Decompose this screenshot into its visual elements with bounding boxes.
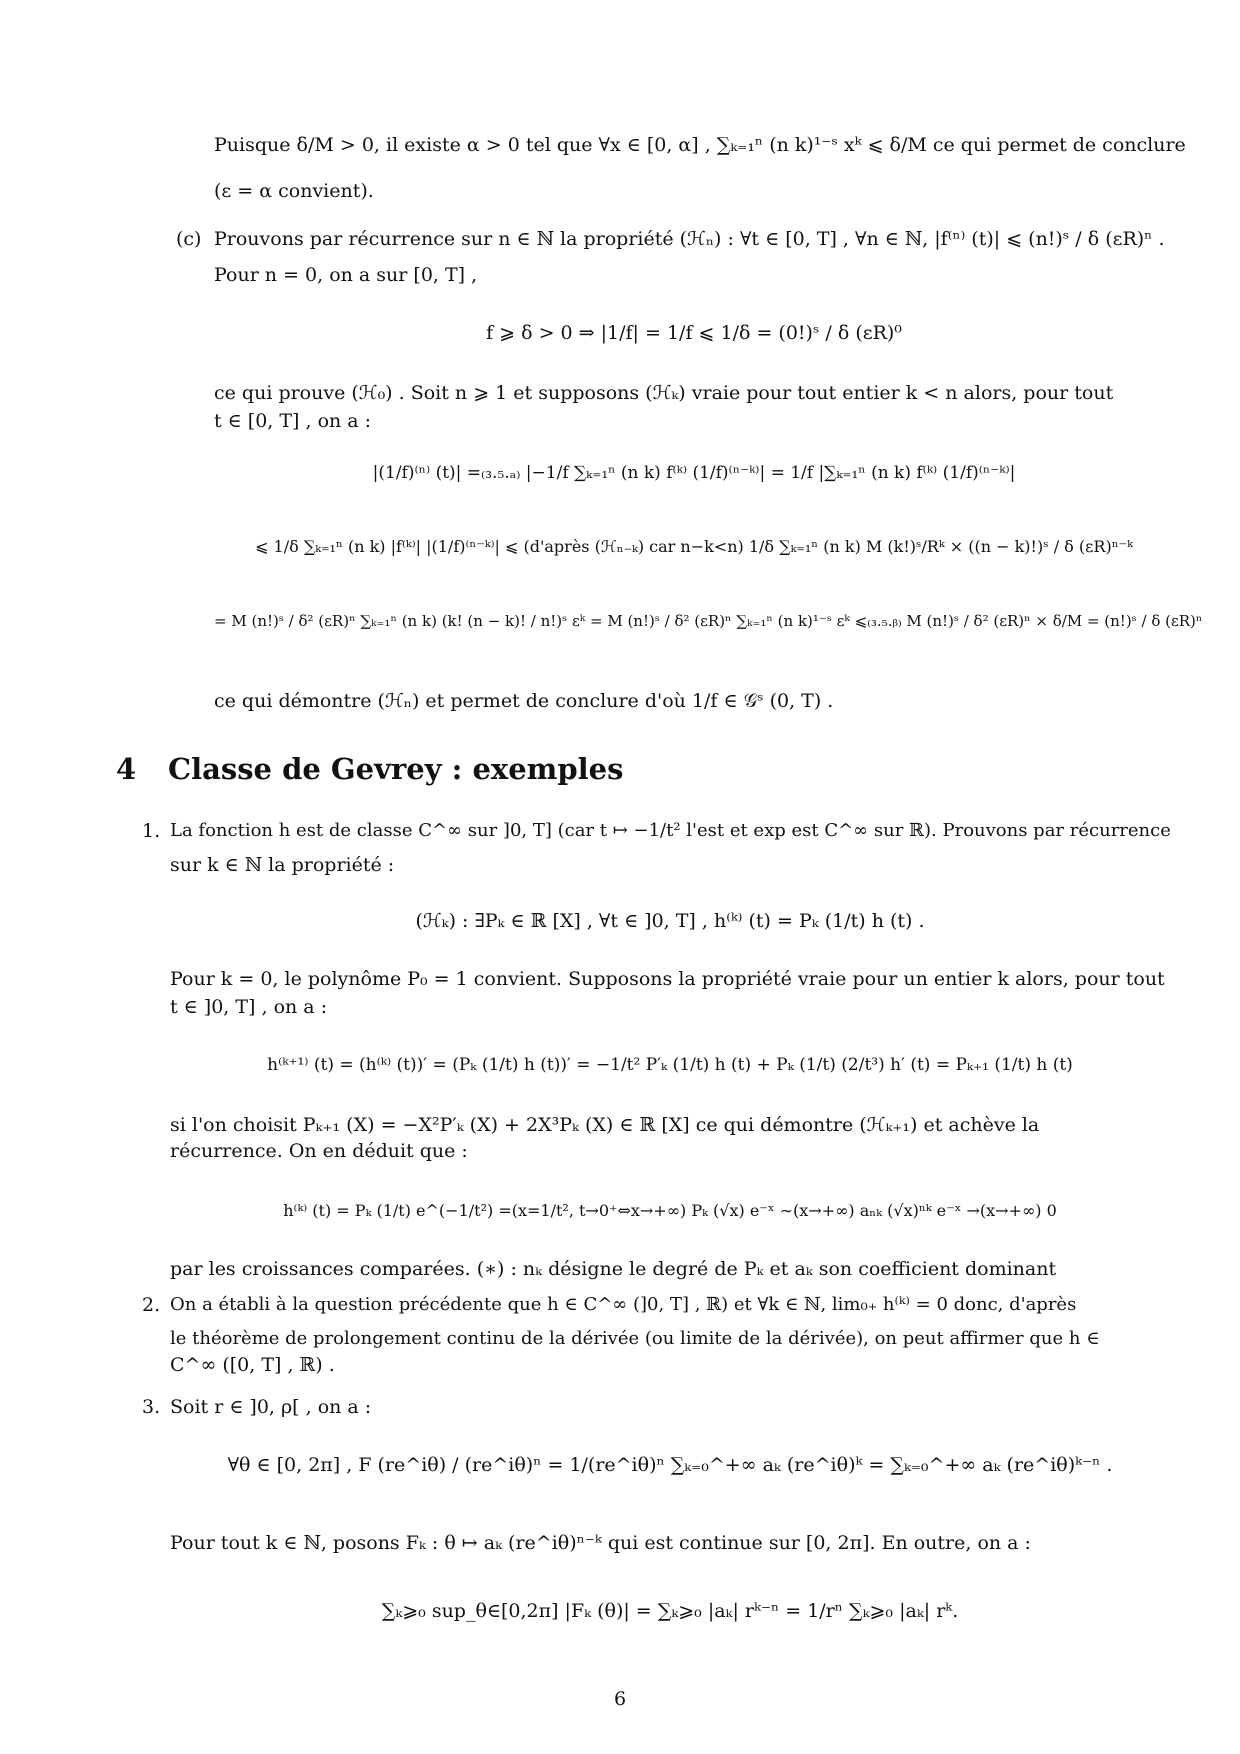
text-line: ce qui prouve (ℋ₀) . Soit n ⩾ 1 et supposons (ℋₖ) vraie pour tout entier k < n alors, pour tout (214, 382, 1114, 404)
item-label: 3. (142, 1396, 161, 1418)
text-line: La fonction h est de classe C^∞ sur ]0, T] (car t ↦ −1/t² l'est et exp est C^∞ sur ℝ). Prouvons par récurrence (170, 820, 1171, 841)
text-line: Pour k = 0, le polynôme P₀ = 1 convient. Supposons la propriété vraie pour un entier k alors, pour tout (170, 968, 1165, 990)
text-line: (ε = α convient). (214, 180, 374, 202)
text-line: t ∈ [0, T] , on a : (214, 410, 372, 432)
equation: = M (n!)ˢ / δ² (εR)ⁿ ∑ₖ₌₁ⁿ (n k) (k! (n − k)! / n!)ˢ εᵏ = M (n!)ˢ / δ² (εR)ⁿ ∑ₖ₌₁ⁿ (n k)¹⁻ˢ εᵏ ⩽₍₃.₅.ᵦ₎ M (n!)ˢ / δ² (εR)ⁿ × δ/M = (n!)ˢ / δ (εR)ⁿ (214, 612, 1203, 630)
text-line: C^∞ ([0, T] , ℝ) . (170, 1354, 335, 1376)
text-line: ce qui démontre (ℋₙ) et permet de conclure d'où 1/f ∈ 𝒢ˢ (0, T) . (214, 690, 834, 712)
text-line: t ∈ ]0, T] , on a : (170, 996, 328, 1018)
item-label: 1. (142, 820, 161, 842)
section-title: Classe de Gevrey : exemples (168, 752, 624, 786)
equation: f ⩾ δ > 0 ⇒ |1/f| = 1/f ⩽ 1/δ = (0!)ˢ / δ (εR)⁰ (486, 322, 902, 344)
equation: ∀θ ∈ [0, 2π] , F (re^iθ) / (re^iθ)ⁿ = 1/(re^iθ)ⁿ ∑ₖ₌₀^+∞ aₖ (re^iθ)ᵏ = ∑ₖ₌₀^+∞ aₖ (re^iθ)ᵏ⁻ⁿ . (227, 1454, 1113, 1476)
text-line: Pour tout k ∈ ℕ, posons Fₖ : θ ↦ aₖ (re^iθ)ⁿ⁻ᵏ qui est continue sur [0, 2π]. En outre, on a : (170, 1532, 1031, 1554)
equation: |(1/f)⁽ⁿ⁾ (t)| =₍₃.₅.ₐ₎ |−1/f ∑ₖ₌₁ⁿ (n k) f⁽ᵏ⁾ (1/f)⁽ⁿ⁻ᵏ⁾| = 1/f |∑ₖ₌₁ⁿ (n k) f⁽ᵏ⁾ (1/f)⁽ⁿ⁻ᵏ⁾| (372, 463, 1016, 483)
text-line: le théorème de prolongement continu de la dérivée (ou limite de la dérivée), on peut affirmer que h ∈ (170, 1328, 1100, 1349)
text-line: sur k ∈ ℕ la propriété : (170, 854, 395, 876)
equation: h⁽ᵏ⁾ (t) = Pₖ (1/t) e^(−1/t²) =(x=1/t², t→0⁺⇔x→+∞) Pₖ (√x) e⁻ˣ ∼(x→+∞) aₙₖ (√x)ⁿᵏ e⁻ˣ →(x→+∞) 0 (283, 1201, 1057, 1220)
equation: (ℋₖ) : ∃Pₖ ∈ ℝ [X] , ∀t ∈ ]0, T] , h⁽ᵏ⁾ (t) = Pₖ (1/t) h (t) . (415, 910, 925, 932)
equation: ⩽ 1/δ ∑ₖ₌₁ⁿ (n k) |f⁽ᵏ⁾| |(1/f)⁽ⁿ⁻ᵏ⁾| ⩽ (d'après (ℋₙ₋ₖ) car n−k<n) 1/δ ∑ₖ₌₁ⁿ (n k) M (k!)ˢ/Rᵏ × ((n − k)!)ˢ / δ (εR)ⁿ⁻ᵏ (255, 537, 1133, 556)
equation: ∑ₖ⩾₀ sup_θ∈[0,2π] |Fₖ (θ)| = ∑ₖ⩾₀ |aₖ| rᵏ⁻ⁿ = 1/rⁿ ∑ₖ⩾₀ |aₖ| rᵏ. (381, 1600, 959, 1622)
text-line: récurrence. On en déduit que : (170, 1140, 468, 1162)
page-number: 6 (613, 1688, 627, 1710)
text-line: Prouvons par récurrence sur n ∈ ℕ la propriété (ℋₙ) : ∀t ∈ [0, T] , ∀n ∈ ℕ, |f⁽ⁿ⁾ (t)| ⩽ (n!)ˢ / δ (εR)ⁿ . (214, 228, 1165, 250)
text-line: Soit r ∈ ]0, ρ[ , on a : (170, 1396, 372, 1418)
item-label: (c) (176, 228, 202, 250)
text-line: Pour n = 0, on a sur [0, T] , (214, 264, 478, 286)
item-label: 2. (142, 1294, 161, 1316)
text-line: On a établi à la question précédente que h ∈ C^∞ (]0, T] , ℝ) et ∀k ∈ ℕ, lim₀₊ h⁽ᵏ⁾ = 0 donc, d'après (170, 1294, 1077, 1315)
equation: h⁽ᵏ⁺¹⁾ (t) = (h⁽ᵏ⁾ (t))′ = (Pₖ (1/t) h (t))′ = −1/t² P′ₖ (1/t) h (t) + Pₖ (1/t) (2/t³) h′ (t) = Pₖ₊₁ (1/t) h (t) (267, 1055, 1073, 1075)
section-number: 4 (116, 752, 137, 786)
text-line: si l'on choisit Pₖ₊₁ (X) = −X²P′ₖ (X) + 2X³Pₖ (X) ∈ ℝ [X] ce qui démontre (ℋₖ₊₁) et achève la (170, 1114, 1040, 1136)
text-line: Puisque δ/M > 0, il existe α > 0 tel que ∀x ∈ [0, α] , ∑ₖ₌₁ⁿ (n k)¹⁻ˢ xᵏ ⩽ δ/M ce qui permet de conclure (214, 134, 1186, 156)
text-line: par les croissances comparées. (∗) : nₖ désigne le degré de Pₖ et aₖ son coefficient dominant (170, 1258, 1057, 1280)
